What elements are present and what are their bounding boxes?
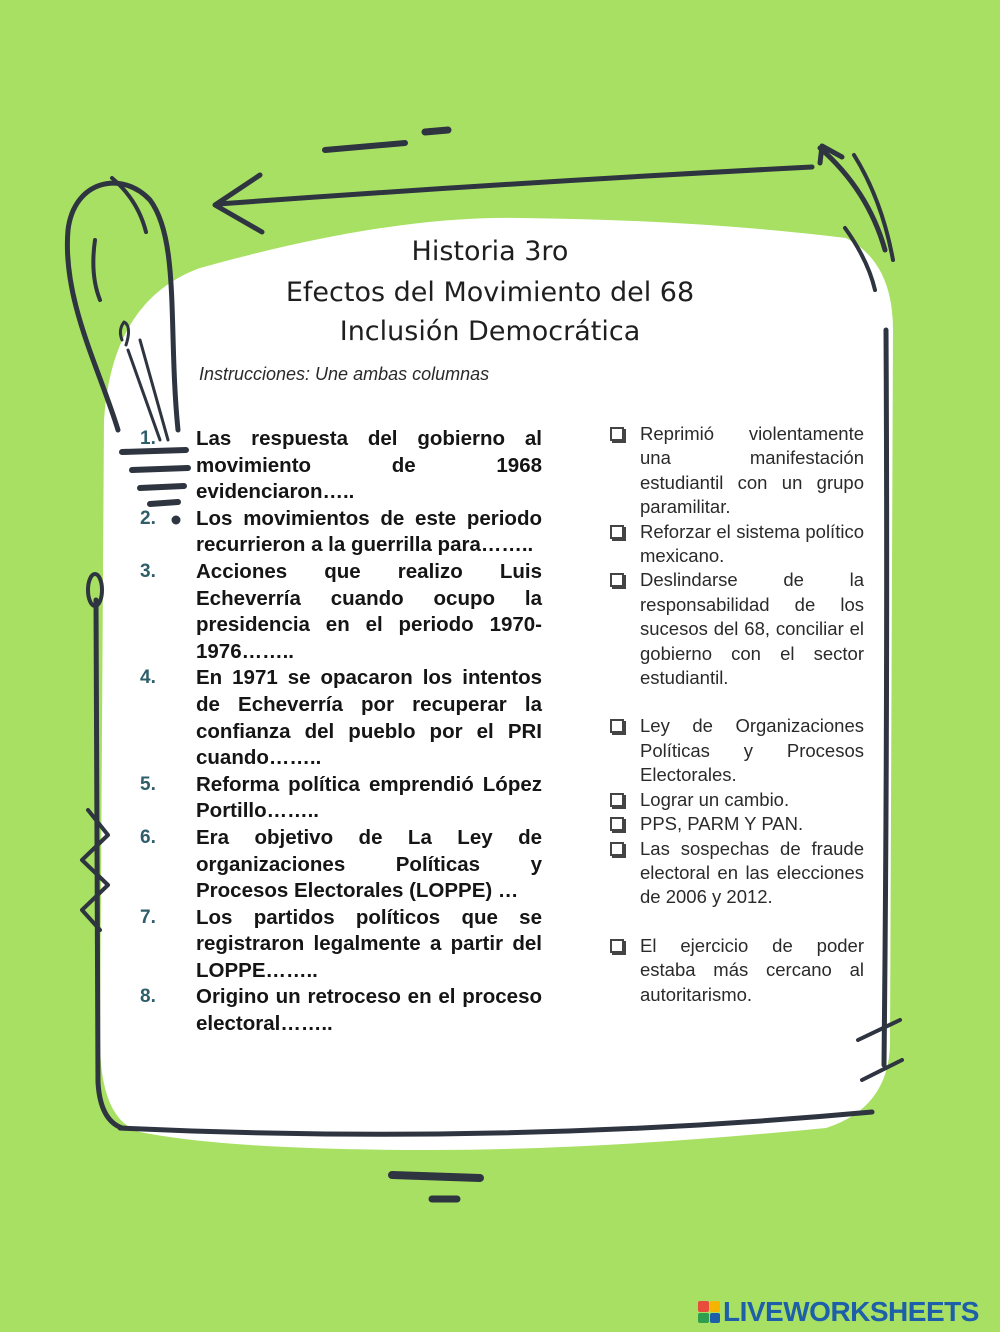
question-number: 7.: [140, 906, 156, 928]
question-text: Los movimientos de este periodo recurrieron a la guerrilla para……..: [196, 506, 542, 557]
answer-text: Ley de Organizaciones Políticas y Procesos Electorales.: [640, 715, 864, 786]
answer-item[interactable]: [604, 520, 864, 569]
question-number: 6.: [140, 826, 156, 848]
answer-item[interactable]: [604, 788, 864, 812]
checkbox-icon: [604, 422, 640, 520]
question-number: 5.: [140, 773, 156, 795]
question-item[interactable]: [140, 559, 542, 665]
title-subject: Historia 3ro: [411, 236, 569, 267]
question-text: Los partidos políticos que se registraron legalmente a partir del LOPPE……..: [196, 905, 542, 982]
question-item[interactable]: [140, 905, 542, 985]
instructions: Instrucciones: Une ambas columnas: [199, 364, 490, 384]
answer-text: El ejercicio de poder estaba más cercano al autoritarismo.: [640, 934, 864, 1005]
question-text: Era objetivo de La Ley de organizaciones Políticas y Procesos Electorales (LOPPE) …: [196, 825, 542, 903]
checkbox-icon: [604, 520, 640, 569]
question-number: 1.: [140, 428, 156, 449]
question-item[interactable]: [140, 825, 542, 905]
liveworksheets-logo[interactable]: [698, 1297, 979, 1327]
checkbox-icon: [604, 812, 640, 836]
answer-item[interactable]: [604, 422, 864, 520]
question-item[interactable]: [140, 426, 542, 506]
question-item[interactable]: [140, 665, 542, 771]
question-number: 8.: [140, 986, 156, 1008]
logo-icon: [698, 1301, 720, 1323]
question-item[interactable]: [140, 984, 542, 1037]
questions-list: [140, 426, 542, 1038]
answer-text: Deslindarse de la responsabilidad de los sucesos del 68, conciliar el gobierno con el sector estudiantil.: [640, 569, 864, 689]
answer-item[interactable]: [604, 934, 864, 1007]
answer-item[interactable]: [604, 812, 864, 836]
answer-text: Reforzar el sistema político mexicano.: [640, 520, 864, 567]
answer-text: Las sospechas de fraude electoral en las elecciones de 2006 y 2012.: [640, 837, 864, 908]
question-item[interactable]: [140, 506, 542, 559]
answer-item[interactable]: [604, 837, 864, 910]
checkbox-icon: [604, 714, 640, 787]
checkbox-icon: [604, 788, 640, 812]
answer-item[interactable]: [604, 714, 864, 787]
question-number: 4.: [140, 667, 156, 689]
answer-text: Lograr un cambio.: [640, 788, 790, 810]
question-item[interactable]: [140, 772, 542, 825]
question-text: Las respuesta del gobierno al movimiento de 1968 evidenciaron…..: [196, 427, 542, 504]
checkbox-icon: [604, 568, 640, 690]
top-arrow: [218, 167, 812, 204]
answer-text: PPS, PARM Y PAN.: [640, 813, 804, 835]
question-number: 3.: [140, 560, 156, 582]
question-number: 2.: [140, 507, 156, 529]
question-text: Origino un retroceso en el proceso electoral……..: [196, 985, 542, 1036]
title-topic: Efectos del Movimiento del 68: [285, 277, 695, 308]
title-subtopic: Inclusión Democrática: [339, 316, 641, 347]
answers-list: [604, 422, 864, 1007]
answer-item[interactable]: [604, 568, 864, 690]
frame-right-line: [884, 330, 887, 1065]
question-text: En 1971 se opacaron los intentos de Echeverría por recuperar la confianza del pueblo por el PRI cuando……..: [196, 666, 542, 770]
checkbox-icon: [604, 837, 640, 910]
logo-text: LIVEWORKSHEETS: [723, 1296, 979, 1327]
answer-text: Reprimió violentamente una manifestación estudiantil con un grupo paramilitar.: [640, 423, 864, 518]
question-text: Reforma política emprendió López Portillo……..: [196, 772, 542, 823]
checkbox-icon: [604, 934, 640, 1007]
question-text: Acciones que realizo Luis Echeverría cuando ocupo la presidencia en el periodo 1970-1976……..: [196, 559, 542, 663]
